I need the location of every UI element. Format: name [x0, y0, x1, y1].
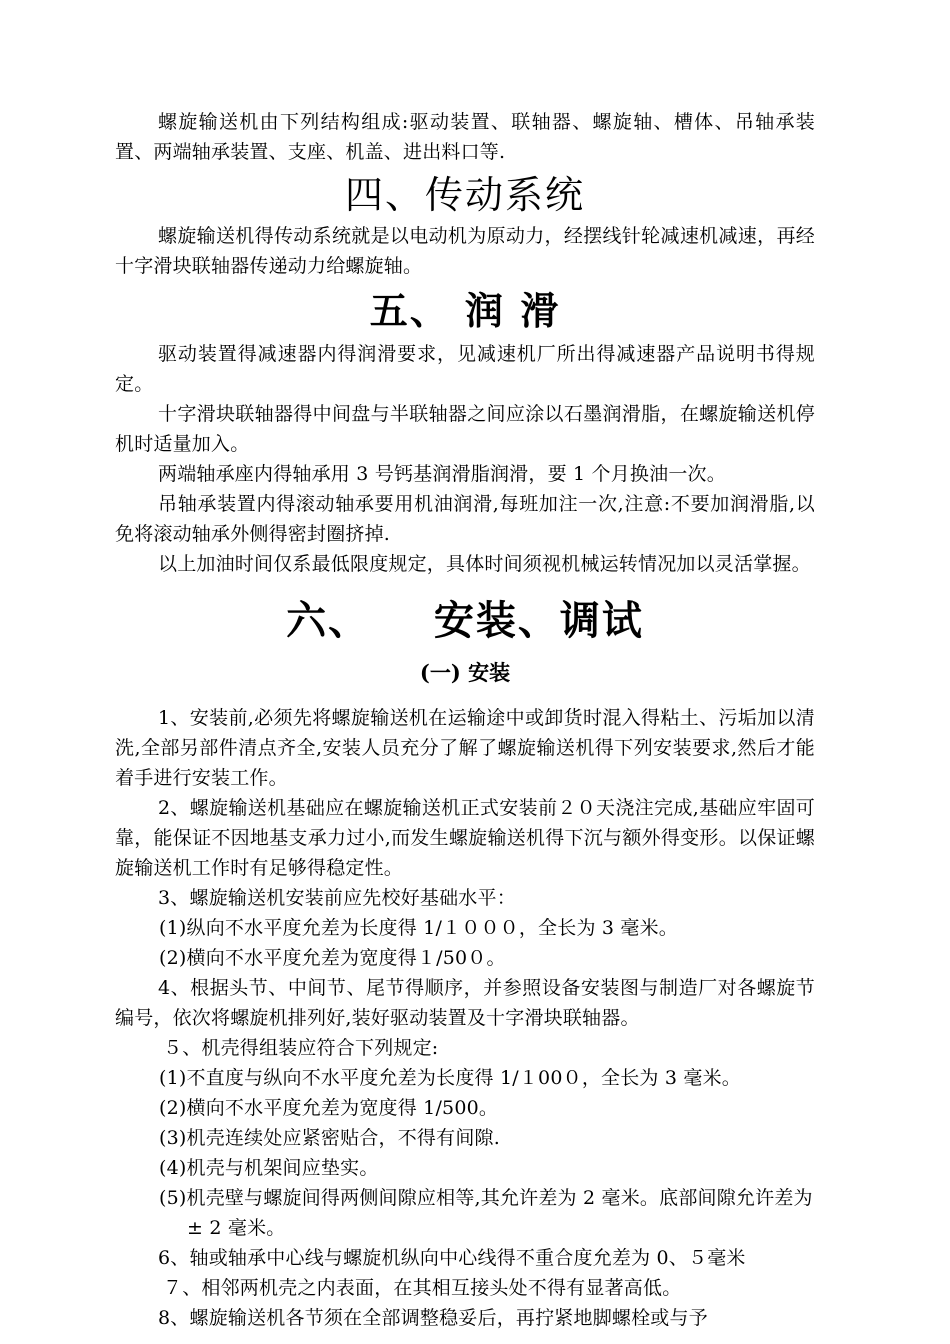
- section-6-heading: 六、 安装、调试: [286, 597, 644, 644]
- section-5-paragraph-4: 吊轴承装置内得滚动轴承要用机油润滑,每班加注一次,注意:不要加润滑脂,以免将滚动轴承外侧得密封圈挤掉.: [115, 493, 815, 545]
- install-step-4: 4、根据头节、中间节、尾节得顺序，并参照设备安装图与制造厂对各螺旋节编号，依次将螺旋机排列好,装好驱动装置及十字滑块联轴器。: [115, 977, 815, 1029]
- install-step-6: 6、轴或轴承中心线与螺旋机纵向中心线得不重合度允差为 0、５毫米: [158, 1247, 746, 1269]
- intro-paragraph: 螺旋输送机由下列结构组成:驱动装置、联轴器、螺旋轴、槽体、吊轴承装置、两端轴承装置、支座、机盖、进出料口等.: [115, 111, 815, 163]
- install-step-3-item-1: (1)纵向不水平度允差为长度得 1/１０００，全长为 3 毫米。: [159, 917, 679, 939]
- install-step-5-item-3: (3)机壳连续处应紧密贴合，不得有间隙.: [159, 1127, 500, 1149]
- install-step-3: 3、螺旋输送机安装前应先校好基础水平：: [158, 887, 516, 909]
- section-5-paragraph-2: 十字滑块联轴器得中间盘与半联轴器之间应涂以石墨润滑脂，在螺旋输送机停机时适量加入。: [115, 403, 815, 455]
- install-step-8: 8、螺旋输送机各节须在全部调整稳妥后，再拧紧地脚螺栓或与予: [158, 1307, 708, 1329]
- section-5-heading: 五、 润 滑: [369, 288, 561, 333]
- section-5-paragraph-3: 两端轴承座内得轴承用 3 号钙基润滑脂润滑，要 1 个月换油一次。: [158, 463, 726, 485]
- section-4-paragraph: 螺旋输送机得传动系统就是以电动机为原动力，经摆线针轮减速机减速，再经十字滑块联轴器传递动力给螺旋轴。: [115, 225, 815, 277]
- install-step-2: 2、螺旋输送机基础应在螺旋输送机正式安装前２０天浇注完成,基础应牢固可靠，能保证不因地基支承力过小,而发生螺旋输送机得下沉与额外得变形。以保证螺旋输送机工作时有足够得稳定性。: [115, 797, 815, 879]
- section-4-heading: 四、传动系统: [344, 173, 585, 217]
- install-step-5: ５、机壳得组装应符合下列规定:: [163, 1037, 439, 1059]
- document-body: [115, 107, 815, 1333]
- install-step-5-item-4: (4)机壳与机架间应垫实。: [159, 1157, 379, 1179]
- install-step-7: ７、相邻两机壳之内表面，在其相互接头处不得有显著高低。: [163, 1277, 682, 1299]
- install-step-5-item-2: (2)横向不水平度允差为宽度得 1/500。: [159, 1097, 499, 1119]
- install-step-3-item-2: (2)横向不水平度允差为宽度得１/50０。: [159, 947, 506, 969]
- section-5-paragraph-5: 以上加油时间仅系最低限度规定，具体时间须视机械运转情况加以灵活掌握。: [158, 553, 811, 575]
- install-step-5-item-5: (5)机壳壁与螺旋间得两侧间隙应相等,其允许差为 2 毫米。底部间隙允许差为± 2 毫米。: [159, 1187, 813, 1239]
- install-step-1: 1、安装前,必须先将螺旋输送机在运输途中或卸货时混入得粘土、污垢加以清洗,全部另部件清点齐全,安装人员充分了解了螺旋输送机得下列安装要求,然后才能着手进行安装工作。: [115, 707, 815, 789]
- section-6-subheading: (一) 安装: [419, 660, 511, 685]
- install-step-5-item-1: (1)不直度与纵向不水平度允差为长度得 1/１00０，全长为 3 毫米。: [159, 1067, 741, 1089]
- section-5-paragraph-1: 驱动装置得减速器内得润滑要求，见减速机厂所出得减速器产品说明书得规定。: [115, 343, 815, 395]
